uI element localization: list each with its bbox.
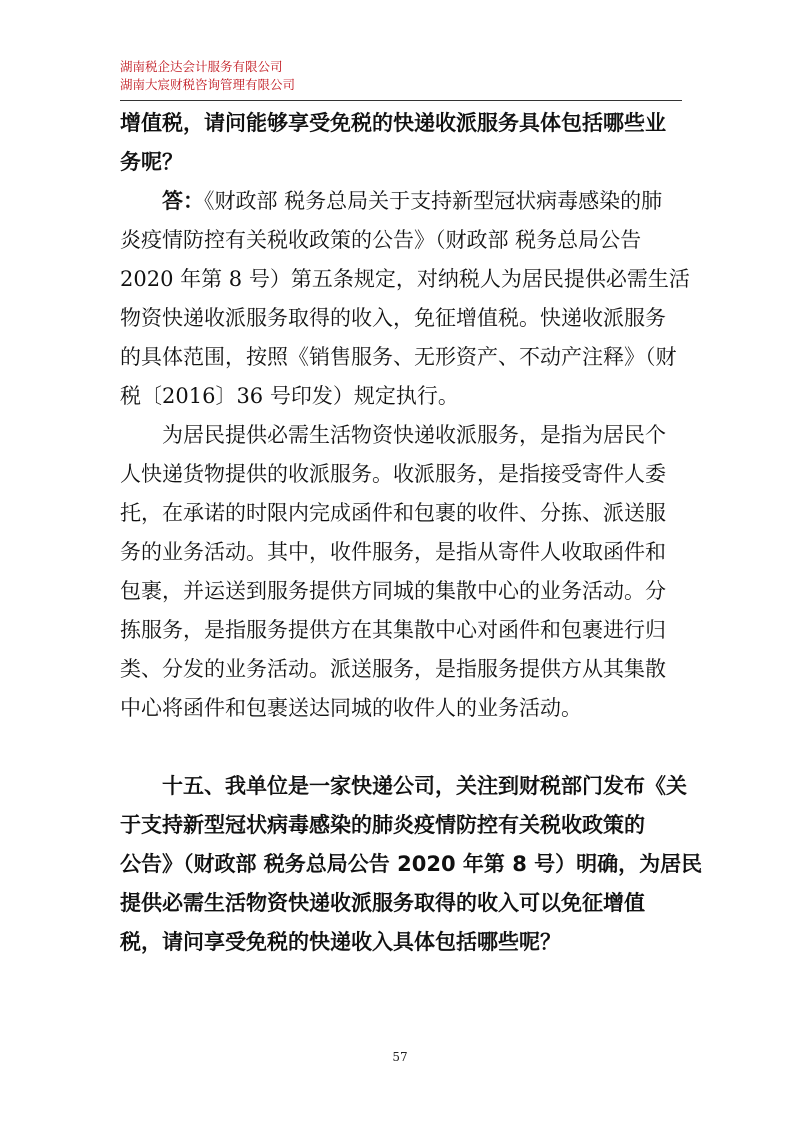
answer-line: 2020 年第 8 号）第五条规定，对纳税人为居民提供必需生活 — [120, 267, 690, 291]
paragraph-line: 类、分发的业务活动。派送服务，是指服务提供方从其集散 — [120, 657, 666, 681]
paragraph-line: 务的业务活动。其中，收件服务，是指从寄件人收取函件和 — [120, 540, 666, 564]
page-header — [120, 58, 680, 94]
question-15-line: 于支持新型冠状病毒感染的肺炎疫情防控有关税收政策的 — [120, 813, 645, 837]
question-15-line: 公告》（财政部 税务总局公告 2020 年第 8 号）明确，为居民 — [120, 852, 703, 876]
paragraph-gap — [120, 728, 682, 767]
paragraph-line: 拣服务，是指服务提供方在其集散中心对函件和包裹进行归 — [120, 618, 666, 642]
header-divider — [120, 100, 682, 101]
answer-line: 税〔2016〕36 号印发）规定执行。 — [120, 384, 459, 408]
paragraph-line: 包裹，并运送到服务提供方同城的集散中心的业务活动。分 — [120, 579, 666, 603]
question-15-line: 税，请问享受免税的快递收入具体包括哪些呢？ — [120, 930, 561, 954]
answer-line: 物资快递收派服务取得的收入，免征增值税。快递收派服务 — [120, 306, 666, 330]
answer-label: 答： — [162, 189, 204, 213]
answer-text: 《财政部 税务总局关于支持新型冠状病毒感染的肺 — [204, 189, 663, 213]
answer-line: 炎疫情防控有关税收政策的公告》（财政部 税务总局公告 — [120, 228, 642, 252]
document-body — [120, 104, 703, 962]
paragraph-line: 托，在承诺的时限内完成函件和包裹的收件、分拣、派送服 — [120, 501, 666, 525]
paragraph-line: 中心将函件和包裹送达同城的收件人的业务活动。 — [120, 696, 582, 720]
question-15-line: 提供必需生活物资快递收派服务取得的收入可以免征增值 — [120, 891, 645, 915]
header-company-1: 湖南税企达会计服务有限公司 — [120, 59, 283, 74]
paragraph-line: 人快递货物提供的收派服务。收派服务，是指接受寄件人委 — [120, 462, 666, 486]
page-number: 57 — [392, 1050, 408, 1064]
answer-line — [120, 182, 682, 221]
question-line: 增值税，请问能够享受免税的快递收派服务具体包括哪些业 — [120, 111, 666, 135]
header-company-2: 湖南大宸财税咨询管理有限公司 — [120, 77, 296, 92]
answer-line: 的具体范围，按照《销售服务、无形资产、不动产注释》（财 — [120, 345, 677, 369]
question-line: 务呢？ — [120, 150, 183, 174]
paragraph-line: 为居民提供必需生活物资快递收派服务，是指为居民个 — [162, 423, 666, 447]
question-15-line: 十五、我单位是一家快递公司，关注到财税部门发布《关 — [162, 774, 687, 798]
